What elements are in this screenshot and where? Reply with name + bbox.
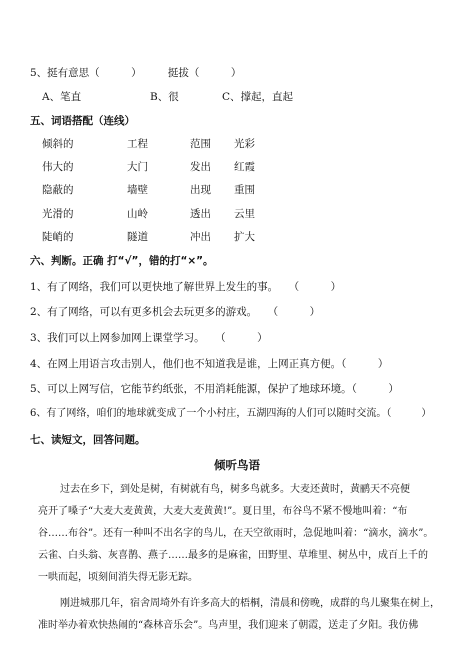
match-word: 倾斜的 xyxy=(42,138,74,150)
match-word: 透出 xyxy=(190,208,211,220)
match-word: 冲出 xyxy=(190,231,211,243)
match-word: 光彩 xyxy=(234,138,255,150)
match-word: 扩大 xyxy=(234,231,255,243)
match-word: 工程 xyxy=(127,138,148,150)
question-5: 5、挺有意思（ ） 挺拔（ ） xyxy=(30,67,242,79)
match-word: 伟大的 xyxy=(42,161,74,173)
section-5-heading: 五、词语搭配（连线） xyxy=(30,115,135,127)
section-7-heading: 七、读短文，回答问题。 xyxy=(30,434,146,446)
passage-title: 倾听鸟语 xyxy=(214,458,260,472)
match-word: 陡峭的 xyxy=(42,231,74,243)
match-word: 云里 xyxy=(234,208,255,220)
judgement-item-3: 3、我们可以上网参加网上课堂学习。 （ ） xyxy=(30,332,268,344)
match-word: 大门 xyxy=(127,161,148,173)
passage-line: 过去在乡下，到处是树，有树就有鸟，树多鸟就多。大麦还黄时，黄鹂天不亮便 xyxy=(60,484,410,495)
passage-line: 一哄而起，顷刻间消失得无影无踪。 xyxy=(38,572,198,583)
match-word: 发出 xyxy=(190,161,211,173)
section-6-heading: 六、判断。正确 打“√”，错的打“×”。 xyxy=(30,255,214,267)
passage-line: 亮开了嗓子“大麦大麦黄黄，大麦大麦黄黄!”。夏日里，布谷鸟不紧不慢地叫着：“布 xyxy=(38,506,408,517)
match-word: 红霞 xyxy=(234,161,255,173)
judgement-item-6: 6、有了网络，咱们的地球就变成了一个小村庄，五湖四海的人们可以随时交流。（ ） xyxy=(30,408,432,419)
option-b: B、很 xyxy=(150,91,179,103)
passage-line: 准时举办着欢快热闹的“森林音乐会”。鸟声里，我们迎来了朝霞，送走了夕阳。我仿佛 xyxy=(38,620,419,631)
judgement-item-1: 1、有了网络，我们可以更快地了解世界上发生的事。 （ ） xyxy=(30,281,342,293)
match-word: 出现 xyxy=(190,184,211,196)
match-word: 隧道 xyxy=(127,231,148,243)
match-word: 范围 xyxy=(190,138,211,150)
match-word: 墙壁 xyxy=(127,184,148,196)
match-word: 隐蔽的 xyxy=(42,184,74,196)
judgement-item-2: 2、有了网络，可以有更多机会去玩更多的游戏。 （ ） xyxy=(30,306,321,318)
option-c: C、撑起，直起 xyxy=(222,91,294,103)
match-word: 山岭 xyxy=(127,208,148,220)
match-word: 光滑的 xyxy=(42,208,74,220)
judgement-item-4: 4、在网上用语言攻击别人，他们也不知道我是谁，上网正真方便。（ ） xyxy=(30,358,389,370)
passage-line: 云雀、白头翁、灰喜鹊、燕子……最多的是麻雀，田野里、草堆里、树丛中，成百上千的 xyxy=(38,550,428,561)
passage-line: 谷……布谷”。还有一种叫不出名字的鸟儿，在天空欲雨时，急促地叫着：“滴水，滴水”。 xyxy=(38,528,434,539)
passage-line: 刚进城那几年，宿舍周埼外有许多高大的梧桐，清晨和傍晚，成群的鸟儿聚集在树上， xyxy=(60,598,440,609)
judgement-item-5: 5、可以上网写信，它能节约纸张，不用消耗能源，保护了地球环境。（ ） xyxy=(30,383,399,395)
match-word: 重围 xyxy=(234,184,255,196)
option-a: A、笔直 xyxy=(42,91,82,103)
